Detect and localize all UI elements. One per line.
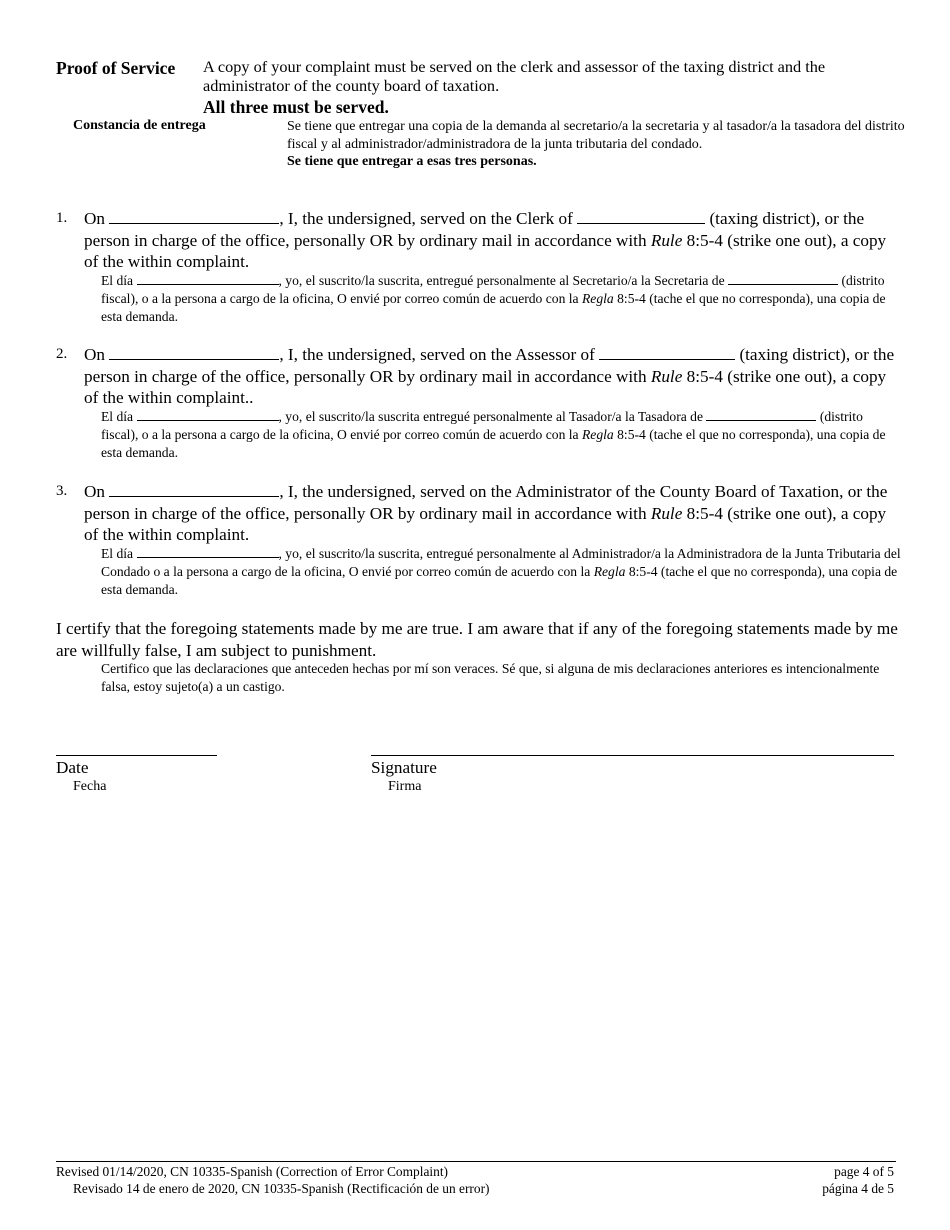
item-1-es-date-blank[interactable] <box>137 272 279 285</box>
item-1-clause-2: (taxing district), or the person in charge of the office, personally OR by ordinary mail in accordance with <box>84 209 865 250</box>
item-2-es-clause: , yo, el suscrito/la suscrita entregué personalmente al Tasador/a la Tasadora de <box>278 409 704 424</box>
signature-field[interactable] <box>371 755 894 756</box>
signature-label: Signature <box>371 758 437 777</box>
certification-text: I certify that the foregoing statements made by me are true. I am aware that if any of the foregoing statements made by me are willfully false, I am subject to punishment. <box>56 619 898 660</box>
item-1-district-blank[interactable] <box>577 209 705 224</box>
footer-revision: Revised 01/14/2020, CN 10335-Spanish (Correction of Error Complaint) <box>56 1164 448 1179</box>
footer-divider <box>56 1161 896 1162</box>
item-1-es-regla: Regla <box>582 291 614 306</box>
item-number: 3. <box>56 483 68 499</box>
item-3-es-clause-3: 8:5-4 (tache el que no corresponda), una copia de esta demanda. <box>101 564 898 597</box>
date-label-es: Fecha <box>73 779 107 794</box>
item-1-es-clause: , yo, el suscrito/la suscrita, entregué personalmente al Secretario/a la Secretaria de <box>278 273 725 288</box>
intro-text-es <box>287 118 907 171</box>
item-1-es-eldia: El día <box>101 273 134 288</box>
item-1-rule: Rule <box>650 230 683 250</box>
must-serve-notice: All three must be served. <box>203 97 389 117</box>
item-2-es-clause-2: (distrito fiscal), o a la persona a cargo de la oficina, O envié por correo común de acuerdo con la <box>101 409 863 442</box>
item-1-text <box>84 208 904 273</box>
item-1-text-es <box>101 272 901 326</box>
page-title: Proof of Service <box>56 58 176 78</box>
page-number: page 4 of 5 <box>834 1164 894 1179</box>
date-field[interactable] <box>56 755 217 756</box>
item-number: 1. <box>56 210 68 226</box>
certification-text-es: Certifico que las declaraciones que anteceden hechas por mí son veraces. Sé que, si alguna de mis declaraciones anteriores es intencionalmente falsa, estoy sujeto(a) a un castigo. <box>101 661 880 694</box>
item-2-district-blank[interactable] <box>599 345 735 360</box>
item-2-es-clause-3: 8:5-4 (tache el que no corresponda), una copia de esta demanda. <box>101 427 886 460</box>
date-label: Date <box>56 758 89 777</box>
item-3-es-date-blank[interactable] <box>137 545 279 558</box>
page-number-es: página 4 de 5 <box>822 1181 894 1196</box>
item-1-es-district-blank[interactable] <box>728 272 838 285</box>
item-1-es-clause-2: (distrito fiscal), o a la persona a cargo de la oficina, O envié por correo común de acuerdo con la <box>101 273 885 306</box>
item-2-es-date-blank[interactable] <box>137 408 279 421</box>
item-3-date-blank[interactable] <box>109 482 279 497</box>
item-1-on: On <box>84 209 106 228</box>
item-2-es-eldia: El día <box>101 409 134 424</box>
item-2-clause-2: (taxing district), or the person in charge of the office, personally OR by ordinary mail in accordance with <box>84 345 895 386</box>
item-3-on: On <box>84 482 106 501</box>
item-2-rule: Rule <box>650 366 683 386</box>
item-2-clause-3: 8:5-4 (strike one out), a copy of the within complaint.. <box>84 366 887 407</box>
item-3-rule: Rule <box>650 503 683 523</box>
item-3-clause-3: 8:5-4 (strike one out), a copy of the within complaint. <box>84 503 887 544</box>
item-1-es-clause-3: 8:5-4 (tache el que no corresponda), una copia de esta demanda. <box>101 291 886 324</box>
item-2-text-es <box>101 408 901 462</box>
item-3-es-eldia: El día <box>101 546 134 561</box>
item-3-clause: , I, the undersigned, served on the Administrator of the County Board of Taxation, or the person in charge of the office, personally OR by ordinary mail in accordance with <box>84 482 888 523</box>
item-3-es-regla: Regla <box>593 564 626 579</box>
must-serve-notice-es: Se tiene que entregar a esas tres personas. <box>287 154 537 169</box>
item-1-clause-3: 8:5-4 (strike one out), a copy of the within complaint. <box>84 230 887 271</box>
item-3-text <box>84 481 904 546</box>
item-2-es-district-blank[interactable] <box>706 408 816 421</box>
intro-es-body: Se tiene que entregar una copia de la demanda al secretario/a la secretaria y al tasador/a la tasadora del distrito fiscal y al administrador/administradora de la junta tributaria del condado. <box>287 119 905 152</box>
item-number: 2. <box>56 346 68 362</box>
intro-text: A copy of your complaint must be served on the clerk and assessor of the taxing district and the administrator of the county board of taxation. <box>203 57 826 95</box>
signature-label-es: Firma <box>388 779 422 794</box>
item-2-on: On <box>84 345 106 364</box>
item-2-clause: , I, the undersigned, served on the Assessor of <box>279 345 595 364</box>
item-3-es-clause: , yo, el suscrito/la suscrita, entregué personalmente al Administrador/a la Administradora de la Junta Tributaria del Condado o a la persona a cargo de la oficina, O envié por correo común de acuerdo con la <box>101 546 901 579</box>
item-2-date-blank[interactable] <box>109 345 279 360</box>
page-title-es: Constancia de entrega <box>73 118 206 133</box>
item-1-clause: , I, the undersigned, served on the Clerk of <box>279 209 573 228</box>
item-2-es-regla: Regla <box>582 427 614 442</box>
item-2-text <box>84 344 904 409</box>
item-1-date-blank[interactable] <box>109 209 279 224</box>
item-3-text-es <box>101 545 901 599</box>
footer-revision-es: Revisado 14 de enero de 2020, CN 10335-Spanish (Rectificación de un error) <box>73 1181 490 1196</box>
